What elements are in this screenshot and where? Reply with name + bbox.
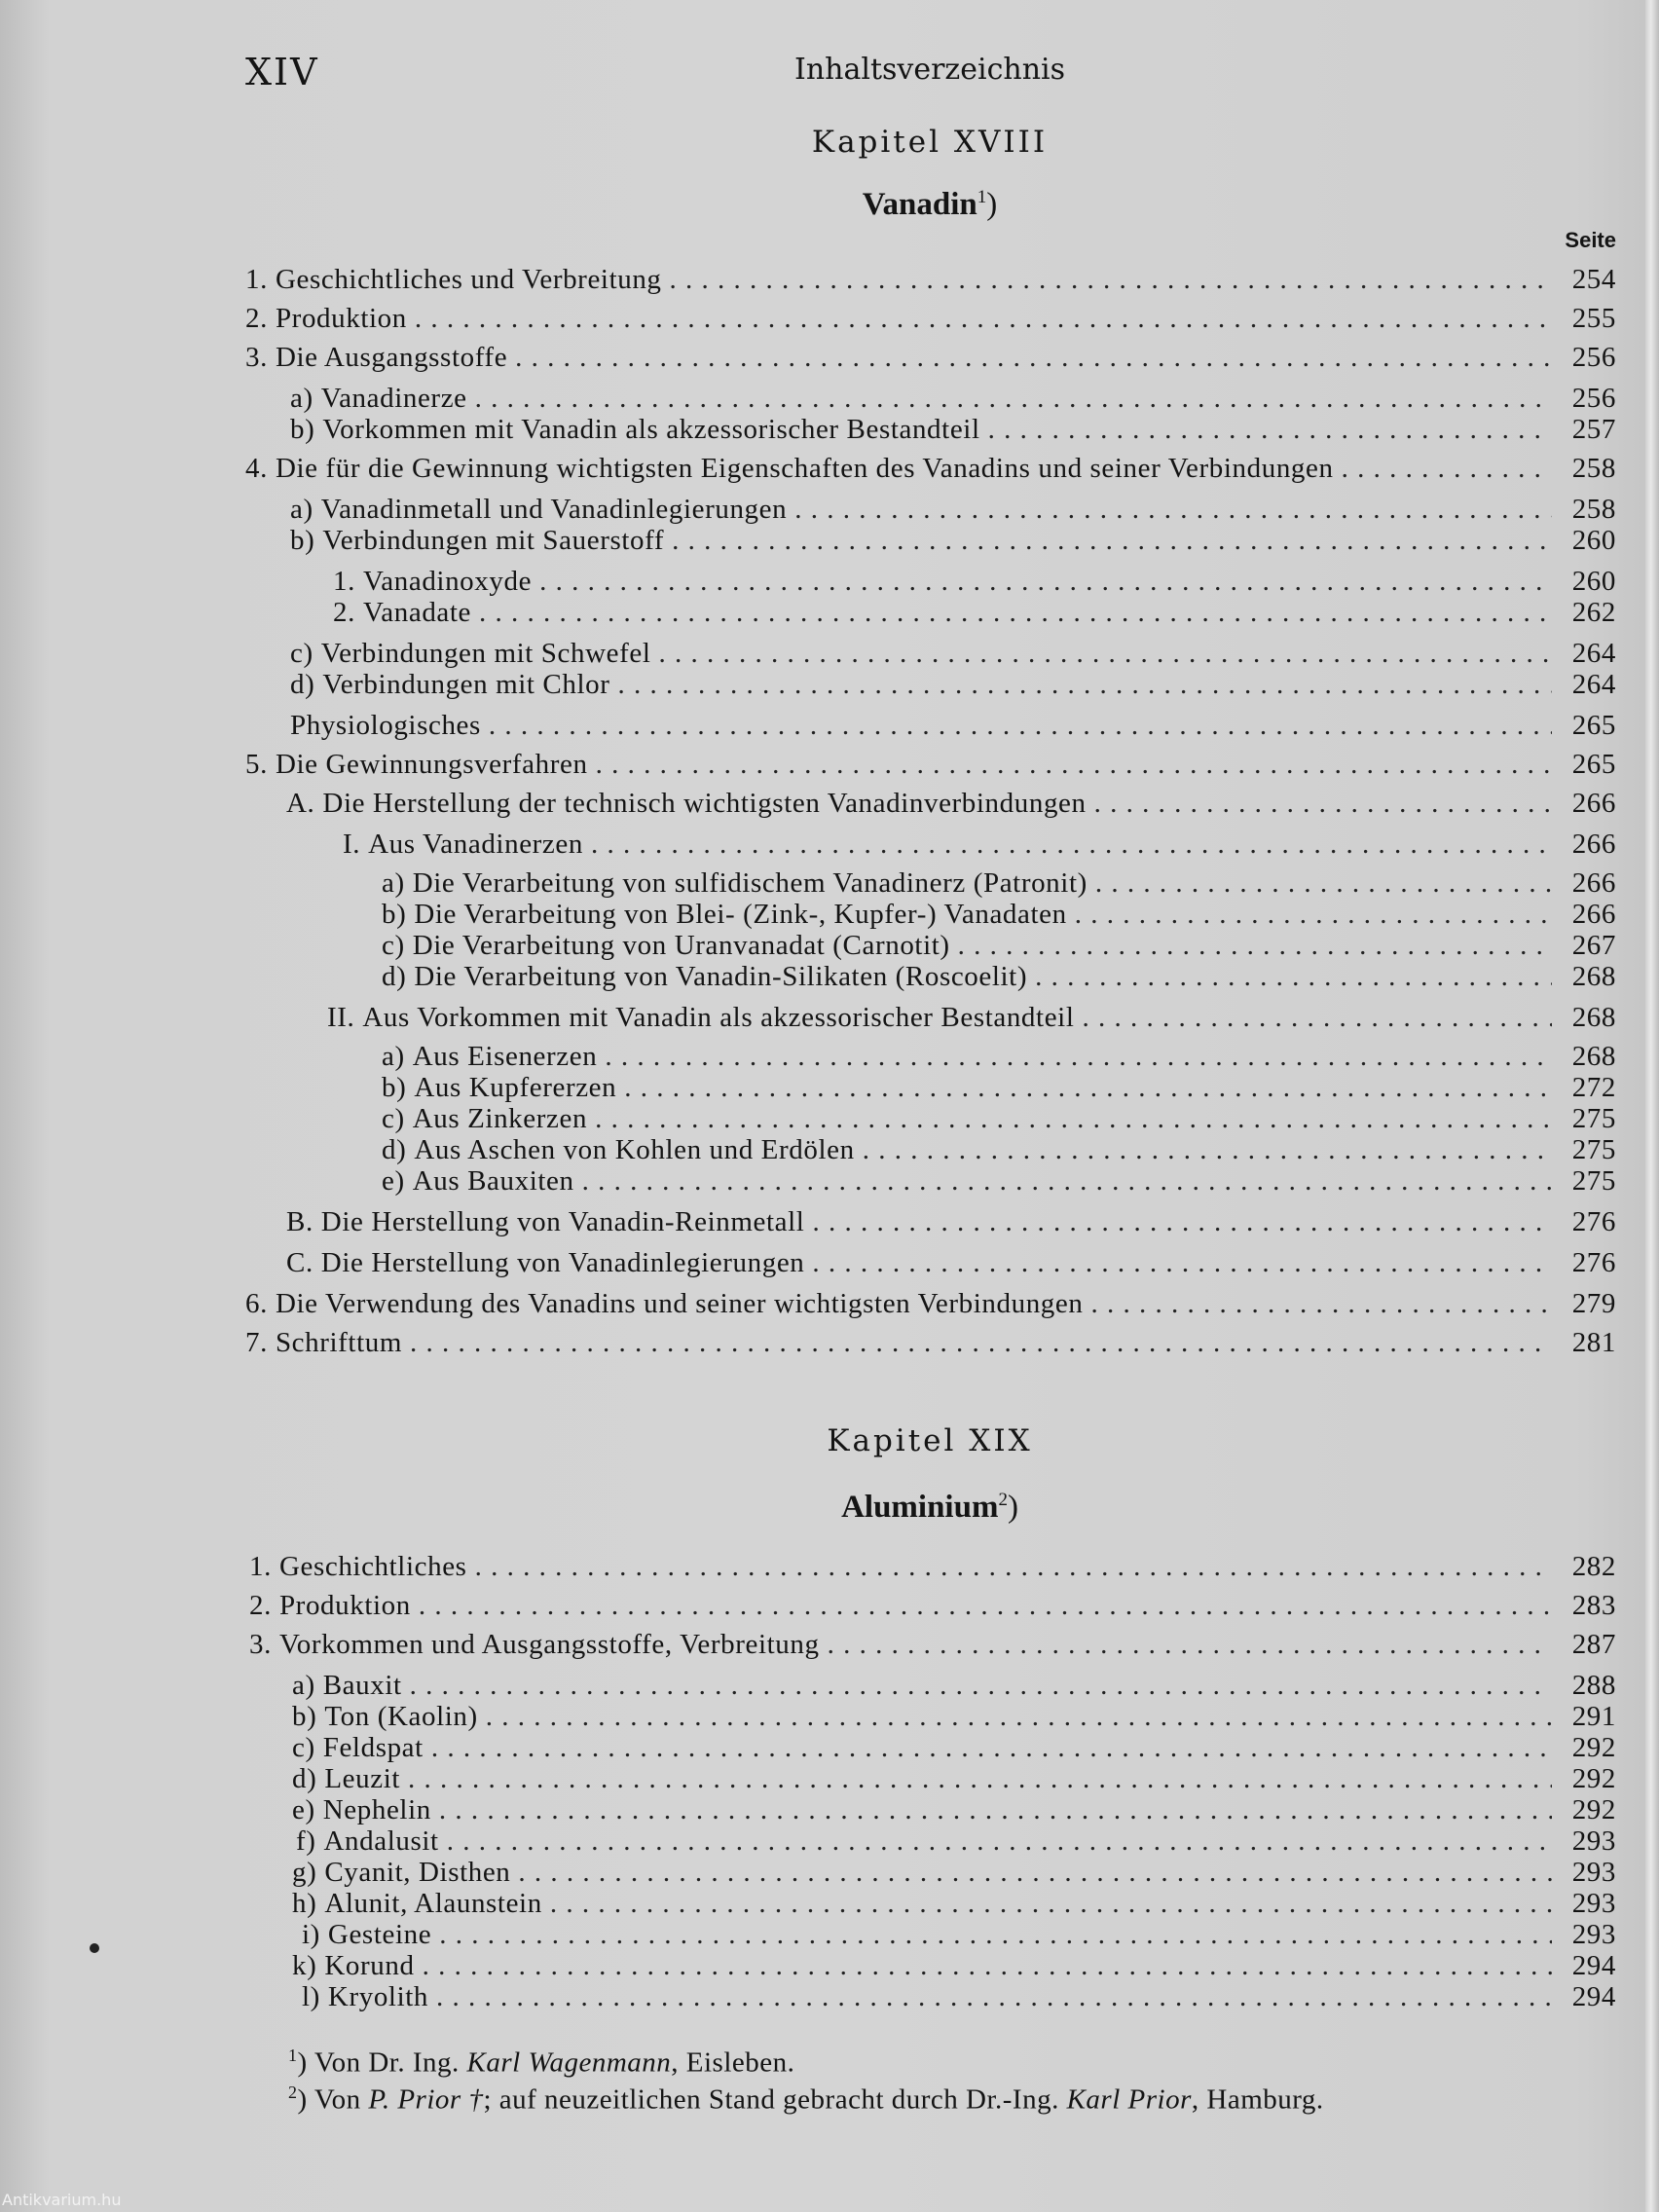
toc-entry-number: b) bbox=[382, 1072, 407, 1103]
toc-entry-title: Geschichtliches bbox=[278, 1551, 467, 1582]
toc-entry-title: Die Verarbeitung von Uranvanadat (Carnotit) bbox=[412, 930, 950, 961]
toc-entry-title: Vorkommen und Ausgangsstoffe, Verbreitung bbox=[278, 1629, 820, 1660]
toc-entry bbox=[292, 1856, 1616, 1889]
toc-entry-title: Vanadinerze bbox=[320, 383, 467, 414]
toc-entry bbox=[292, 1793, 1616, 1826]
dot-leader bbox=[1035, 960, 1552, 993]
dot-leader bbox=[863, 1133, 1552, 1166]
toc-entry-number: b) bbox=[292, 1701, 317, 1732]
toc-entry bbox=[245, 452, 1616, 485]
dot-leader bbox=[1342, 452, 1552, 485]
toc-entry-number: c) bbox=[382, 1103, 405, 1134]
toc-entry bbox=[290, 382, 1616, 415]
toc-entry-number: C. bbox=[286, 1247, 313, 1278]
toc-entry-page: 260 bbox=[1571, 566, 1616, 597]
toc-entry-page: 266 bbox=[1571, 788, 1616, 819]
toc-entry bbox=[302, 1980, 1616, 2013]
dot-leader bbox=[423, 1949, 1552, 1982]
dot-leader bbox=[672, 524, 1552, 557]
footnote-author: P. Prior † bbox=[368, 2083, 484, 2116]
toc-entry-title: Korund bbox=[324, 1950, 415, 1981]
toc-entry-title: Produktion bbox=[275, 303, 407, 334]
toc-entry bbox=[245, 1326, 1616, 1359]
toc-entry-page: 265 bbox=[1571, 749, 1616, 780]
footnote-2: $^2$) Von P. Prior †; auf neuzeitlichen Stand gebracht durch Dr.-Ing. Karl Prior, Hamburg. bbox=[288, 2083, 1324, 2116]
dot-leader bbox=[1082, 1001, 1552, 1034]
dot-leader bbox=[582, 1164, 1552, 1198]
page-edge bbox=[1645, 0, 1659, 2212]
toc-entry bbox=[290, 668, 1616, 701]
dot-leader bbox=[410, 1669, 1552, 1702]
toc-entry-number: a) bbox=[382, 1041, 405, 1072]
toc-entry-page: 255 bbox=[1571, 303, 1616, 334]
toc-entry-page: 294 bbox=[1571, 1981, 1616, 2012]
toc-entry-page: 256 bbox=[1571, 342, 1616, 373]
toc-entry-number: 4. bbox=[245, 453, 268, 484]
toc-entry-title: Produktion bbox=[278, 1590, 411, 1621]
toc-entry-number: 2. bbox=[249, 1590, 272, 1621]
toc-entry-page: 275 bbox=[1571, 1103, 1616, 1134]
toc-entry-number: II. bbox=[327, 1002, 355, 1033]
toc-entry bbox=[382, 866, 1616, 900]
toc-entry bbox=[382, 1102, 1616, 1135]
dot-leader bbox=[1075, 898, 1552, 931]
toc-entry-number: a) bbox=[290, 494, 313, 525]
dot-leader bbox=[617, 668, 1552, 701]
dot-leader bbox=[431, 1731, 1552, 1764]
dot-leader bbox=[794, 493, 1552, 526]
dot-leader bbox=[518, 1856, 1552, 1889]
toc-entry-number: 2. bbox=[333, 597, 355, 628]
dot-leader bbox=[1090, 1287, 1552, 1320]
toc-entry-page: 276 bbox=[1571, 1247, 1616, 1278]
toc-entry bbox=[382, 1164, 1616, 1198]
toc-entry-page: 264 bbox=[1571, 638, 1616, 669]
toc-entry-number: e) bbox=[382, 1165, 405, 1197]
toc-entry bbox=[382, 929, 1616, 962]
toc-entry-title: Verbindungen mit Chlor bbox=[322, 669, 610, 700]
toc-entry-page: 294 bbox=[1571, 1950, 1616, 1981]
dot-leader bbox=[591, 828, 1552, 861]
toc-entry-page: 287 bbox=[1571, 1629, 1616, 1660]
footnote-author: Karl Prior bbox=[1066, 2083, 1192, 2116]
toc-entry-page: 266 bbox=[1571, 829, 1616, 860]
toc-entry-page: 272 bbox=[1571, 1072, 1616, 1103]
toc-entry-page: 265 bbox=[1571, 710, 1616, 741]
toc-entry bbox=[382, 898, 1616, 931]
toc-entry-title: Cyanit, Disthen bbox=[324, 1857, 511, 1888]
dot-leader bbox=[1095, 866, 1552, 900]
toc-entry-number: d) bbox=[382, 1134, 407, 1165]
paper-speck bbox=[90, 1943, 99, 1953]
toc-entry-number: g) bbox=[292, 1857, 317, 1888]
toc-entry-number: d) bbox=[290, 669, 315, 700]
dot-leader bbox=[539, 565, 1552, 598]
toc-entry bbox=[249, 1550, 1616, 1583]
toc-entry-title: Vanadinoxyde bbox=[362, 566, 533, 597]
page-number: XIV bbox=[245, 51, 319, 93]
toc-entry bbox=[245, 263, 1616, 296]
toc-entry bbox=[249, 1589, 1616, 1622]
toc-entry-page: 257 bbox=[1571, 414, 1616, 445]
chapter-heading-18: Kapitel XVIII bbox=[811, 125, 1049, 160]
toc-entry-page: 291 bbox=[1571, 1701, 1616, 1732]
toc-entry-page: 279 bbox=[1571, 1288, 1616, 1319]
toc-entry-title: Die Herstellung von Vanadinlegierungen bbox=[320, 1247, 805, 1278]
dot-leader bbox=[595, 1102, 1552, 1135]
toc-entry-title: Vanadate bbox=[362, 597, 472, 628]
dot-leader bbox=[410, 1326, 1552, 1359]
running-head bbox=[0, 47, 1659, 95]
toc-entry-title: Andalusit bbox=[323, 1825, 439, 1857]
toc-entry-page: 267 bbox=[1571, 930, 1616, 961]
toc-entry-number: l) bbox=[302, 1981, 320, 2012]
toc-entry-title: Leuzit bbox=[324, 1763, 401, 1794]
footnote-text: Von Dr. Ing. bbox=[313, 2046, 467, 2079]
toc-entry-number: c) bbox=[382, 930, 405, 961]
toc-entry-number: f) bbox=[296, 1825, 316, 1857]
footnote-text: , Eisleben. bbox=[671, 2046, 795, 2079]
toc-entry bbox=[245, 341, 1616, 374]
toc-entry-number: A. bbox=[286, 788, 315, 819]
dot-leader bbox=[415, 302, 1552, 335]
dot-leader bbox=[1094, 787, 1552, 820]
toc-entry-page: 293 bbox=[1571, 1857, 1616, 1888]
toc-entry-title: Feldspat bbox=[322, 1732, 424, 1763]
toc-entry-page: 275 bbox=[1571, 1134, 1616, 1165]
element-name: Vanadin bbox=[862, 187, 977, 222]
dot-leader bbox=[515, 341, 1552, 374]
toc-entry-number: 5. bbox=[245, 749, 268, 780]
toc-entry-title: Aus Bauxiten bbox=[412, 1165, 574, 1197]
toc-entry bbox=[245, 748, 1616, 781]
toc-entry-page: 266 bbox=[1571, 899, 1616, 930]
toc-entry-number: k) bbox=[292, 1950, 317, 1981]
toc-entry-number: I. bbox=[343, 829, 361, 860]
seite-label: Seite bbox=[1565, 228, 1616, 252]
toc-entry bbox=[382, 960, 1616, 993]
dot-leader bbox=[828, 1628, 1552, 1661]
toc-entry bbox=[296, 1825, 1616, 1858]
toc-entry-title: Die Gewinnungsverfahren bbox=[275, 749, 588, 780]
dot-leader bbox=[489, 709, 1552, 742]
toc-entry bbox=[292, 1731, 1616, 1764]
toc-entry-title: Verbindungen mit Sauerstoff bbox=[322, 525, 665, 556]
toc-entry-page: 266 bbox=[1571, 867, 1616, 899]
toc-entry bbox=[290, 493, 1616, 526]
toc-entry-number: B. bbox=[286, 1206, 313, 1237]
toc-entry-title: Die Verwendung des Vanadins und seiner wichtigsten Verbindungen bbox=[275, 1288, 1084, 1319]
toc-entry-number: b) bbox=[290, 414, 315, 445]
dot-leader bbox=[475, 382, 1552, 415]
toc-entry-page: 293 bbox=[1571, 1919, 1616, 1950]
toc-entry-title: Die Verarbeitung von Blei- (Zink-, Kupfer-) Vanadaten bbox=[414, 899, 1067, 930]
toc-entry-title: Aus Vorkommen mit Vanadin als akzessorischer Bestandteil bbox=[362, 1002, 1075, 1033]
toc-entry-title: Verbindungen mit Schwefel bbox=[320, 638, 651, 669]
footnote-1: $^1$) Von Dr. Ing. Karl Wagenmann, Eisleben. bbox=[288, 2046, 795, 2079]
toc-entry-title: Aus Zinkerzen bbox=[412, 1103, 588, 1134]
toc-entry bbox=[290, 413, 1616, 446]
toc-entry bbox=[245, 1287, 1616, 1320]
toc-entry-title: Kryolith bbox=[327, 1981, 428, 2012]
toc-entry bbox=[292, 1887, 1616, 1920]
toc-entry-number: a) bbox=[292, 1670, 315, 1701]
dot-leader bbox=[439, 1918, 1552, 1951]
toc-entry-number: h) bbox=[292, 1888, 317, 1919]
toc-entry-title: Nephelin bbox=[322, 1794, 431, 1825]
dot-leader bbox=[436, 1980, 1552, 2013]
dot-leader bbox=[812, 1205, 1552, 1238]
toc-entry-title: Ton (Kaolin) bbox=[324, 1701, 478, 1732]
dot-leader bbox=[479, 596, 1552, 629]
toc-entry-title: Alunit, Alaunstein bbox=[324, 1888, 542, 1919]
toc-entry bbox=[292, 1700, 1616, 1733]
toc-entry-number: e) bbox=[292, 1794, 315, 1825]
toc-entry-number: 3. bbox=[245, 342, 268, 373]
toc-entry-page: 260 bbox=[1571, 525, 1616, 556]
toc-entry-title: Vorkommen mit Vanadin als akzessorischer Bestandteil bbox=[322, 414, 980, 445]
toc-entry bbox=[286, 1246, 1616, 1279]
dot-leader bbox=[624, 1071, 1552, 1104]
footnote-text: ; auf neuzeitlichen Stand gebracht durch Dr.-Ing. bbox=[483, 2083, 1067, 2116]
watermark: Antikvarium.hu bbox=[2, 2191, 122, 2209]
toc-entry bbox=[290, 637, 1616, 670]
toc-entry-page: 281 bbox=[1571, 1327, 1616, 1358]
footnote-text: , Hamburg. bbox=[1191, 2083, 1324, 2116]
toc-entry-page: 258 bbox=[1571, 453, 1616, 484]
toc-entry-page: 254 bbox=[1571, 264, 1616, 295]
toc-entry-page: 275 bbox=[1571, 1165, 1616, 1197]
footnote-text: Von bbox=[313, 2083, 369, 2116]
dot-leader bbox=[958, 929, 1552, 962]
toc-entry-title: Die Herstellung von Vanadin-Reinmetall bbox=[320, 1206, 805, 1237]
toc-entry-number: d) bbox=[292, 1763, 317, 1794]
toc-entry bbox=[382, 1133, 1616, 1166]
footnote-mark: 2 bbox=[288, 2083, 298, 2102]
toc-entry-number: b) bbox=[382, 899, 407, 930]
toc-entry-number: 1. bbox=[249, 1551, 272, 1582]
toc-entry bbox=[382, 1071, 1616, 1104]
dot-leader bbox=[408, 1762, 1552, 1795]
toc-entry-title: Schrifttum bbox=[275, 1327, 402, 1358]
toc-entry bbox=[286, 787, 1616, 820]
footnote-mark: 1 bbox=[288, 2046, 298, 2065]
toc-entry-title: Bauxit bbox=[322, 1670, 402, 1701]
toc-entry bbox=[343, 828, 1616, 861]
footnote-mark: 1 bbox=[977, 187, 987, 207]
toc-entry-title: Die Verarbeitung von sulfidischem Vanadinerz (Patronit) bbox=[412, 867, 1088, 899]
dot-leader bbox=[475, 1550, 1552, 1583]
toc-entry-number: 1. bbox=[333, 566, 355, 597]
running-title: Inhaltsverzeichnis bbox=[793, 53, 1066, 87]
dot-leader bbox=[439, 1793, 1552, 1826]
toc-entry-page: 293 bbox=[1571, 1825, 1616, 1857]
toc-entry-title: Die Verarbeitung von Vanadin-Silikaten (Roscoelit) bbox=[414, 961, 1028, 992]
toc-entry-number: c) bbox=[290, 638, 313, 669]
footnote-author: Karl Wagenmann bbox=[466, 2046, 672, 2079]
toc-entry bbox=[245, 302, 1616, 335]
footnotes bbox=[288, 2037, 1612, 2116]
toc-entry-page: 268 bbox=[1571, 961, 1616, 992]
toc-entry-title: Aus Aschen von Kohlen und Erdölen bbox=[414, 1134, 855, 1165]
toc-entry-page: 262 bbox=[1571, 597, 1616, 628]
dot-leader bbox=[812, 1246, 1552, 1279]
toc-entry-title: Die Herstellung der technisch wichtigsten Vanadinverbindungen bbox=[322, 788, 1087, 819]
dot-leader bbox=[659, 637, 1553, 670]
toc-entry-number: c) bbox=[292, 1732, 315, 1763]
chapter-heading-19: Kapitel XIX bbox=[827, 1423, 1033, 1458]
toc-entry bbox=[292, 1762, 1616, 1795]
toc-entry-title: Die für die Gewinnung wichtigsten Eigenschaften des Vanadins und seiner Verbindungen bbox=[275, 453, 1334, 484]
element-title-aluminium: Aluminium$^2$) bbox=[841, 1490, 1018, 1525]
toc-entry-number: b) bbox=[290, 525, 315, 556]
dot-leader bbox=[447, 1825, 1552, 1858]
dot-leader bbox=[988, 413, 1552, 446]
toc-entry bbox=[290, 524, 1616, 557]
toc-entry-page: 268 bbox=[1571, 1041, 1616, 1072]
toc-entry-page: 283 bbox=[1571, 1590, 1616, 1621]
toc-entry-title: Aus Eisenerzen bbox=[412, 1041, 598, 1072]
toc-entry bbox=[290, 709, 1616, 742]
toc-entry-page: 276 bbox=[1571, 1206, 1616, 1237]
toc-entry-page: 268 bbox=[1571, 1002, 1616, 1033]
toc-entry-number: 6. bbox=[245, 1288, 268, 1319]
toc-entry-number: a) bbox=[382, 867, 405, 899]
toc-entry bbox=[292, 1669, 1616, 1702]
toc-entry bbox=[333, 565, 1616, 598]
dot-leader bbox=[670, 263, 1552, 296]
toc-entry-title: Die Ausgangsstoffe bbox=[275, 342, 508, 373]
footnote-mark: 2 bbox=[998, 1490, 1008, 1510]
toc-entry bbox=[286, 1205, 1616, 1238]
element-title-vanadin: Vanadin$^1$) bbox=[862, 187, 998, 222]
toc-entry-number: a) bbox=[290, 383, 313, 414]
toc-entry-title: Aus Kupfererzen bbox=[414, 1072, 617, 1103]
toc-entry-number: 7. bbox=[245, 1327, 268, 1358]
toc-entry-page: 288 bbox=[1571, 1670, 1616, 1701]
toc-entry-title: Gesteine bbox=[327, 1919, 432, 1950]
toc-entry-page: 292 bbox=[1571, 1732, 1616, 1763]
toc-entry-page: 292 bbox=[1571, 1763, 1616, 1794]
toc-entry-title: Geschichtliches und Verbreitung bbox=[275, 264, 662, 295]
toc-entry-page: 258 bbox=[1571, 494, 1616, 525]
toc-entry-number: i) bbox=[302, 1919, 320, 1950]
dot-leader bbox=[486, 1700, 1552, 1733]
dot-leader bbox=[550, 1887, 1552, 1920]
toc-entry-number: 3. bbox=[249, 1629, 272, 1660]
toc-entry bbox=[249, 1628, 1616, 1661]
toc-entry-page: 292 bbox=[1571, 1794, 1616, 1825]
toc-entry bbox=[302, 1918, 1616, 1951]
dot-leader bbox=[419, 1589, 1552, 1622]
toc-entry-title: Aus Vanadinerzen bbox=[368, 829, 583, 860]
toc-entry-page: 256 bbox=[1571, 383, 1616, 414]
toc-entry bbox=[382, 1040, 1616, 1073]
toc-entry bbox=[333, 596, 1616, 629]
toc-entry-number: d) bbox=[382, 961, 407, 992]
dot-leader bbox=[605, 1040, 1552, 1073]
toc-entry-number: 2. bbox=[245, 303, 268, 334]
element-name: Aluminium bbox=[841, 1490, 999, 1525]
toc-entry-number: 1. bbox=[245, 264, 268, 295]
toc-entry-page: 293 bbox=[1571, 1888, 1616, 1919]
toc-entry bbox=[327, 1001, 1616, 1034]
toc-entry-title: Vanadinmetall und Vanadinlegierungen bbox=[320, 494, 788, 525]
toc-entry-title: Physiologisches bbox=[290, 710, 481, 741]
toc-entry-page: 282 bbox=[1571, 1551, 1616, 1582]
toc-entry bbox=[292, 1949, 1616, 1982]
toc-entry-page: 264 bbox=[1571, 669, 1616, 700]
dot-leader bbox=[596, 748, 1552, 781]
